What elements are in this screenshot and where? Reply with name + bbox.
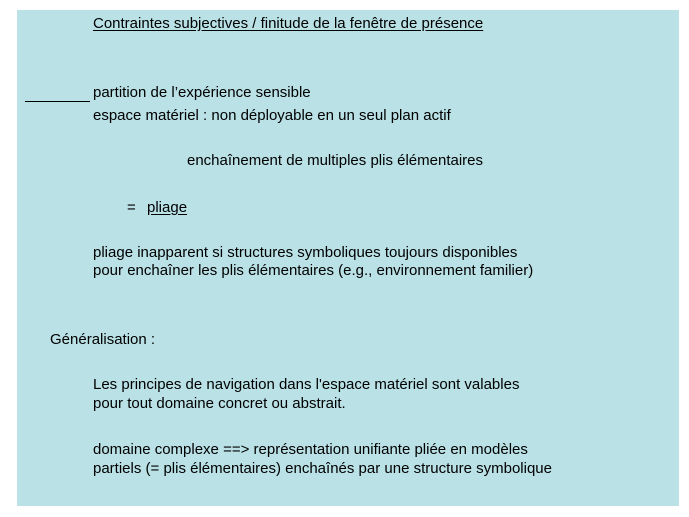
principes-line-1: Les principes de navigation dans l'espace matériel sont valables [93, 376, 520, 393]
partition-line: partition de l’expérience sensible [93, 84, 311, 101]
generalisation-heading: Généralisation : [50, 331, 156, 348]
slide-title: Contraintes subjectives / finitude de la fenêtre de présence [93, 15, 484, 32]
inapparent-line-2: pour enchaîner les plis élémentaires (e.g., environnement familier) [93, 262, 534, 279]
enchainement-line: enchaînement de multiples plis élémentaires [187, 152, 483, 169]
inapparent-line-1: pliage inapparent si structures symboliques toujours disponibles [93, 244, 518, 261]
domaine-line-1: domaine complexe ==> représentation unifiante pliée en modèles [93, 441, 528, 458]
partition-leader-rule [25, 101, 90, 102]
equals-sign: = [127, 199, 136, 216]
domaine-line-2: partiels (= plis élémentaires) enchaînés par une structure symbolique [93, 460, 552, 477]
principes-line-2: pour tout domaine concret ou abstrait. [93, 395, 346, 412]
pliage-word: pliage [147, 199, 188, 216]
espace-line: espace matériel : non déployable en un seul plan actif [93, 107, 451, 124]
